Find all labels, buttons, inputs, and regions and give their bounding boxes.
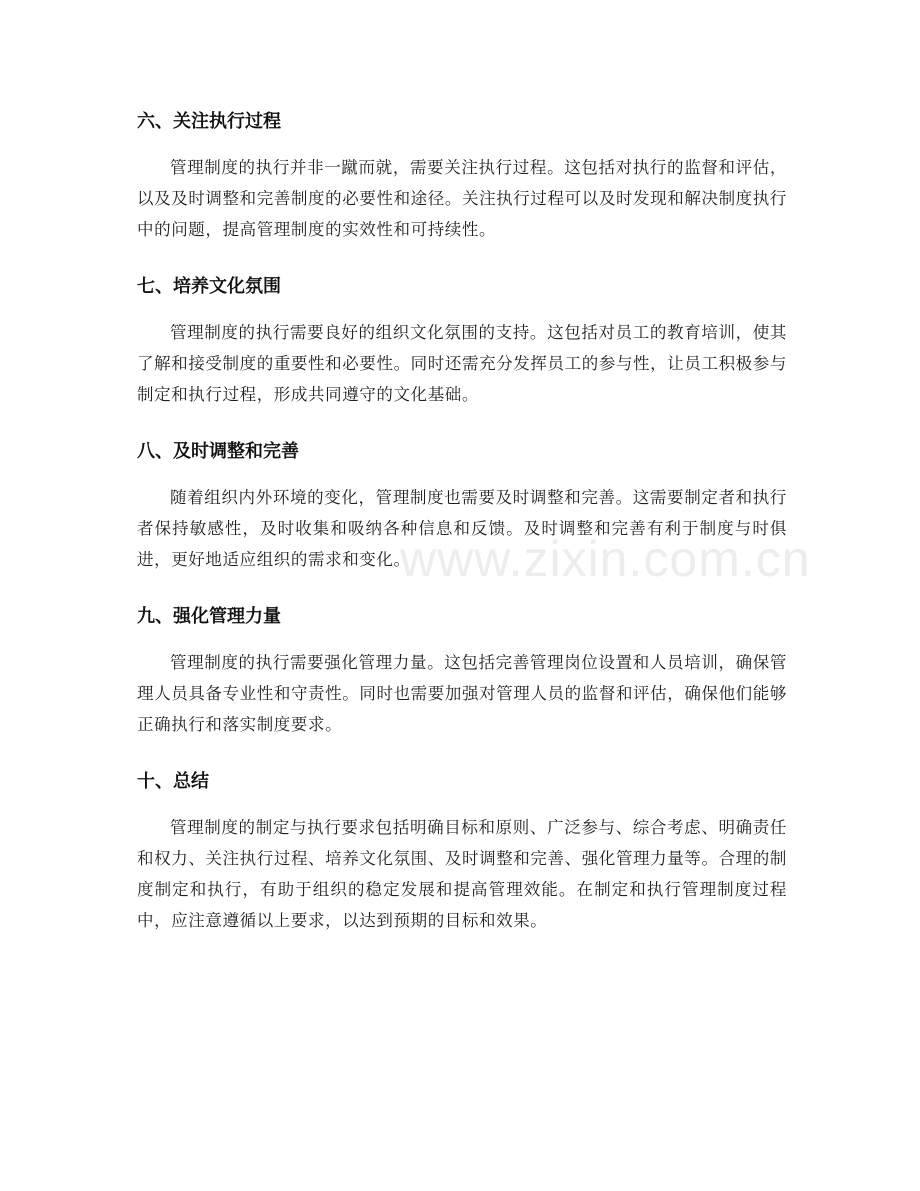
section-paragraph: 管理制度的制定与执行要求包括明确目标和原则、广泛参与、综合考虑、明确责任和权力、关注执行过程、培养文化氛围、及时调整和完善、强化管理力量等。合理的制度制定和执行，有助于组织的稳定发展和提高管理效能。在制定和执行管理制度过程中，应注意遵循以上要求，以达到预期的目标和效果。 [137, 818, 787, 930]
section-7 [137, 271, 787, 410]
section-6 [137, 106, 787, 245]
section-9 [137, 601, 787, 740]
section-heading: 六、关注执行过程 [137, 111, 281, 132]
section-paragraph: 管理制度的执行需要良好的组织文化氛围的支持。这包括对员工的教育培训，使其了解和接受制度的重要性和必要性。同时还需充分发挥员工的参与性，让员工积极参与制定和执行过程，形成共同遵守的文化基础。 [137, 323, 787, 404]
section-heading: 七、培养文化氛围 [137, 276, 281, 297]
watermark: www.zixin.com.cn [400, 531, 811, 587]
section-heading: 八、及时调整和完善 [137, 441, 299, 462]
section-heading: 十、总结 [137, 771, 209, 792]
section-paragraph: 随着组织内外环境的变化，管理制度也需要及时调整和完善。这需要制定者和执行者保持敏感性，及时收集和吸纳各种信息和反馈。及时调整和完善有利于制度与时俱进，更好地适应组织的需求和变化。 [137, 488, 787, 569]
section-paragraph: 管理制度的执行需要强化管理力量。这包括完善管理岗位设置和人员培训，确保管理人员具备专业性和守责性。同时也需要加强对管理人员的监督和评估，确保他们能够正确执行和落实制度要求。 [137, 653, 787, 734]
section-10 [137, 766, 787, 936]
section-heading: 九、强化管理力量 [137, 606, 281, 627]
section-paragraph: 管理制度的执行并非一蹴而就，需要关注执行过程。这包括对执行的监督和评估，以及及时调整和完善制度的必要性和途径。关注执行过程可以及时发现和解决制度执行中的问题，提高管理制度的实效性和可持续性。 [137, 158, 787, 239]
section-8 [137, 436, 787, 575]
document-body [137, 106, 787, 962]
